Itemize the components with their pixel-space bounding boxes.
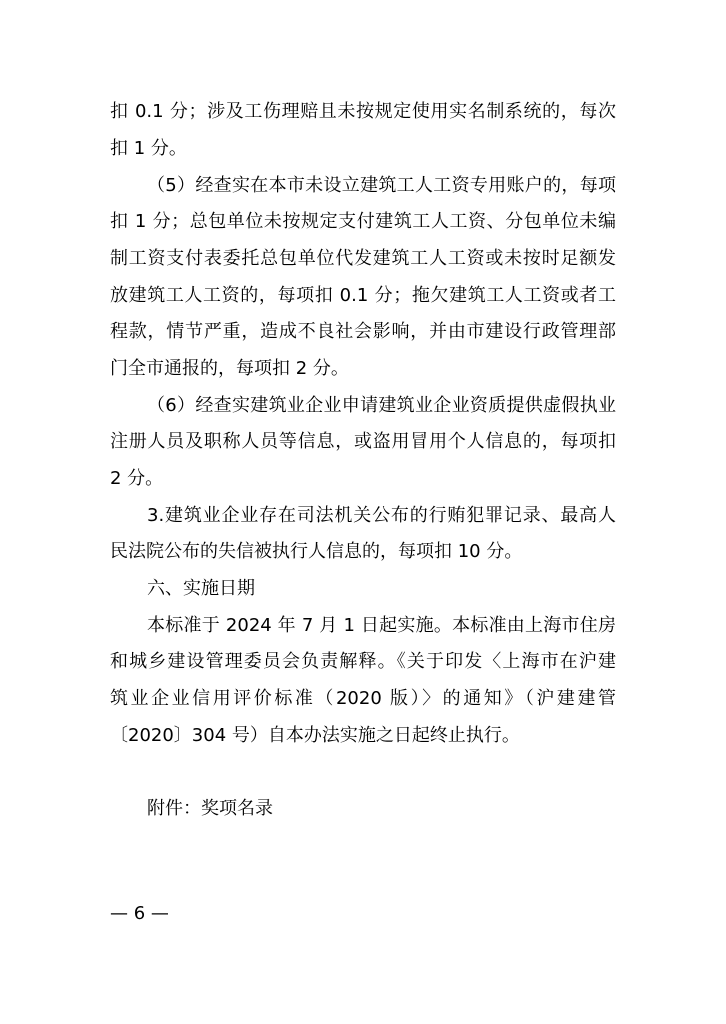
attachment-label: 附件：奖项名录: [147, 798, 273, 819]
text-line-4: 扣 1 分；总包单位未按规定支付建筑工人工资、分包单位未编: [110, 211, 616, 232]
section-heading: 六、实施日期: [147, 578, 255, 599]
text-line-17: 筑业企业信用评价标准（2020 版）〉的通知》（沪建建管: [110, 688, 616, 709]
text-line-11: 2 分。: [110, 468, 164, 489]
text-line-16: 和城乡建设管理委员会负责解释。《关于印发〈上海市在沪建: [110, 651, 616, 672]
text-line-9: （6）经查实建筑业企业申请建筑业企业资质提供虚假执业: [147, 395, 616, 416]
text-line-5: 制工资支付表委托总包单位代发建筑工人工资或未按时足额发: [110, 248, 616, 269]
text-line-2: 扣 1 分。: [110, 138, 187, 159]
text-line-8: 门全市通报的，每项扣 2 分。: [110, 358, 349, 379]
text-line-3: （5）经查实在本市未设立建筑工人工资专用账户的，每项: [147, 175, 616, 196]
text-line-7: 程款，情节严重，造成不良社会影响，并由市建设行政管理部: [110, 321, 616, 342]
text-line-10: 注册人员及职称人员等信息，或盗用冒用个人信息的，每项扣: [110, 431, 616, 452]
text-line-13: 民法院公布的失信被执行人信息的，每项扣 10 分。: [110, 541, 523, 562]
page-number: — 6 —: [110, 903, 169, 924]
text-line-18: 〔2020〕304 号）自本办法实施之日起终止执行。: [110, 725, 520, 746]
text-line-1: 扣 0.1 分；涉及工伤理赔且未按规定使用实名制系统的，每次: [110, 101, 616, 122]
text-line-15: 本标准于 2024 年 7 月 1 日起实施。本标准由上海市住房: [147, 615, 616, 636]
text-line-12: 3.建筑业企业存在司法机关公布的行贿犯罪记录、最高人: [147, 505, 616, 526]
text-line-6: 放建筑工人工资的，每项扣 0.1 分；拖欠建筑工人工资或者工: [110, 285, 616, 306]
